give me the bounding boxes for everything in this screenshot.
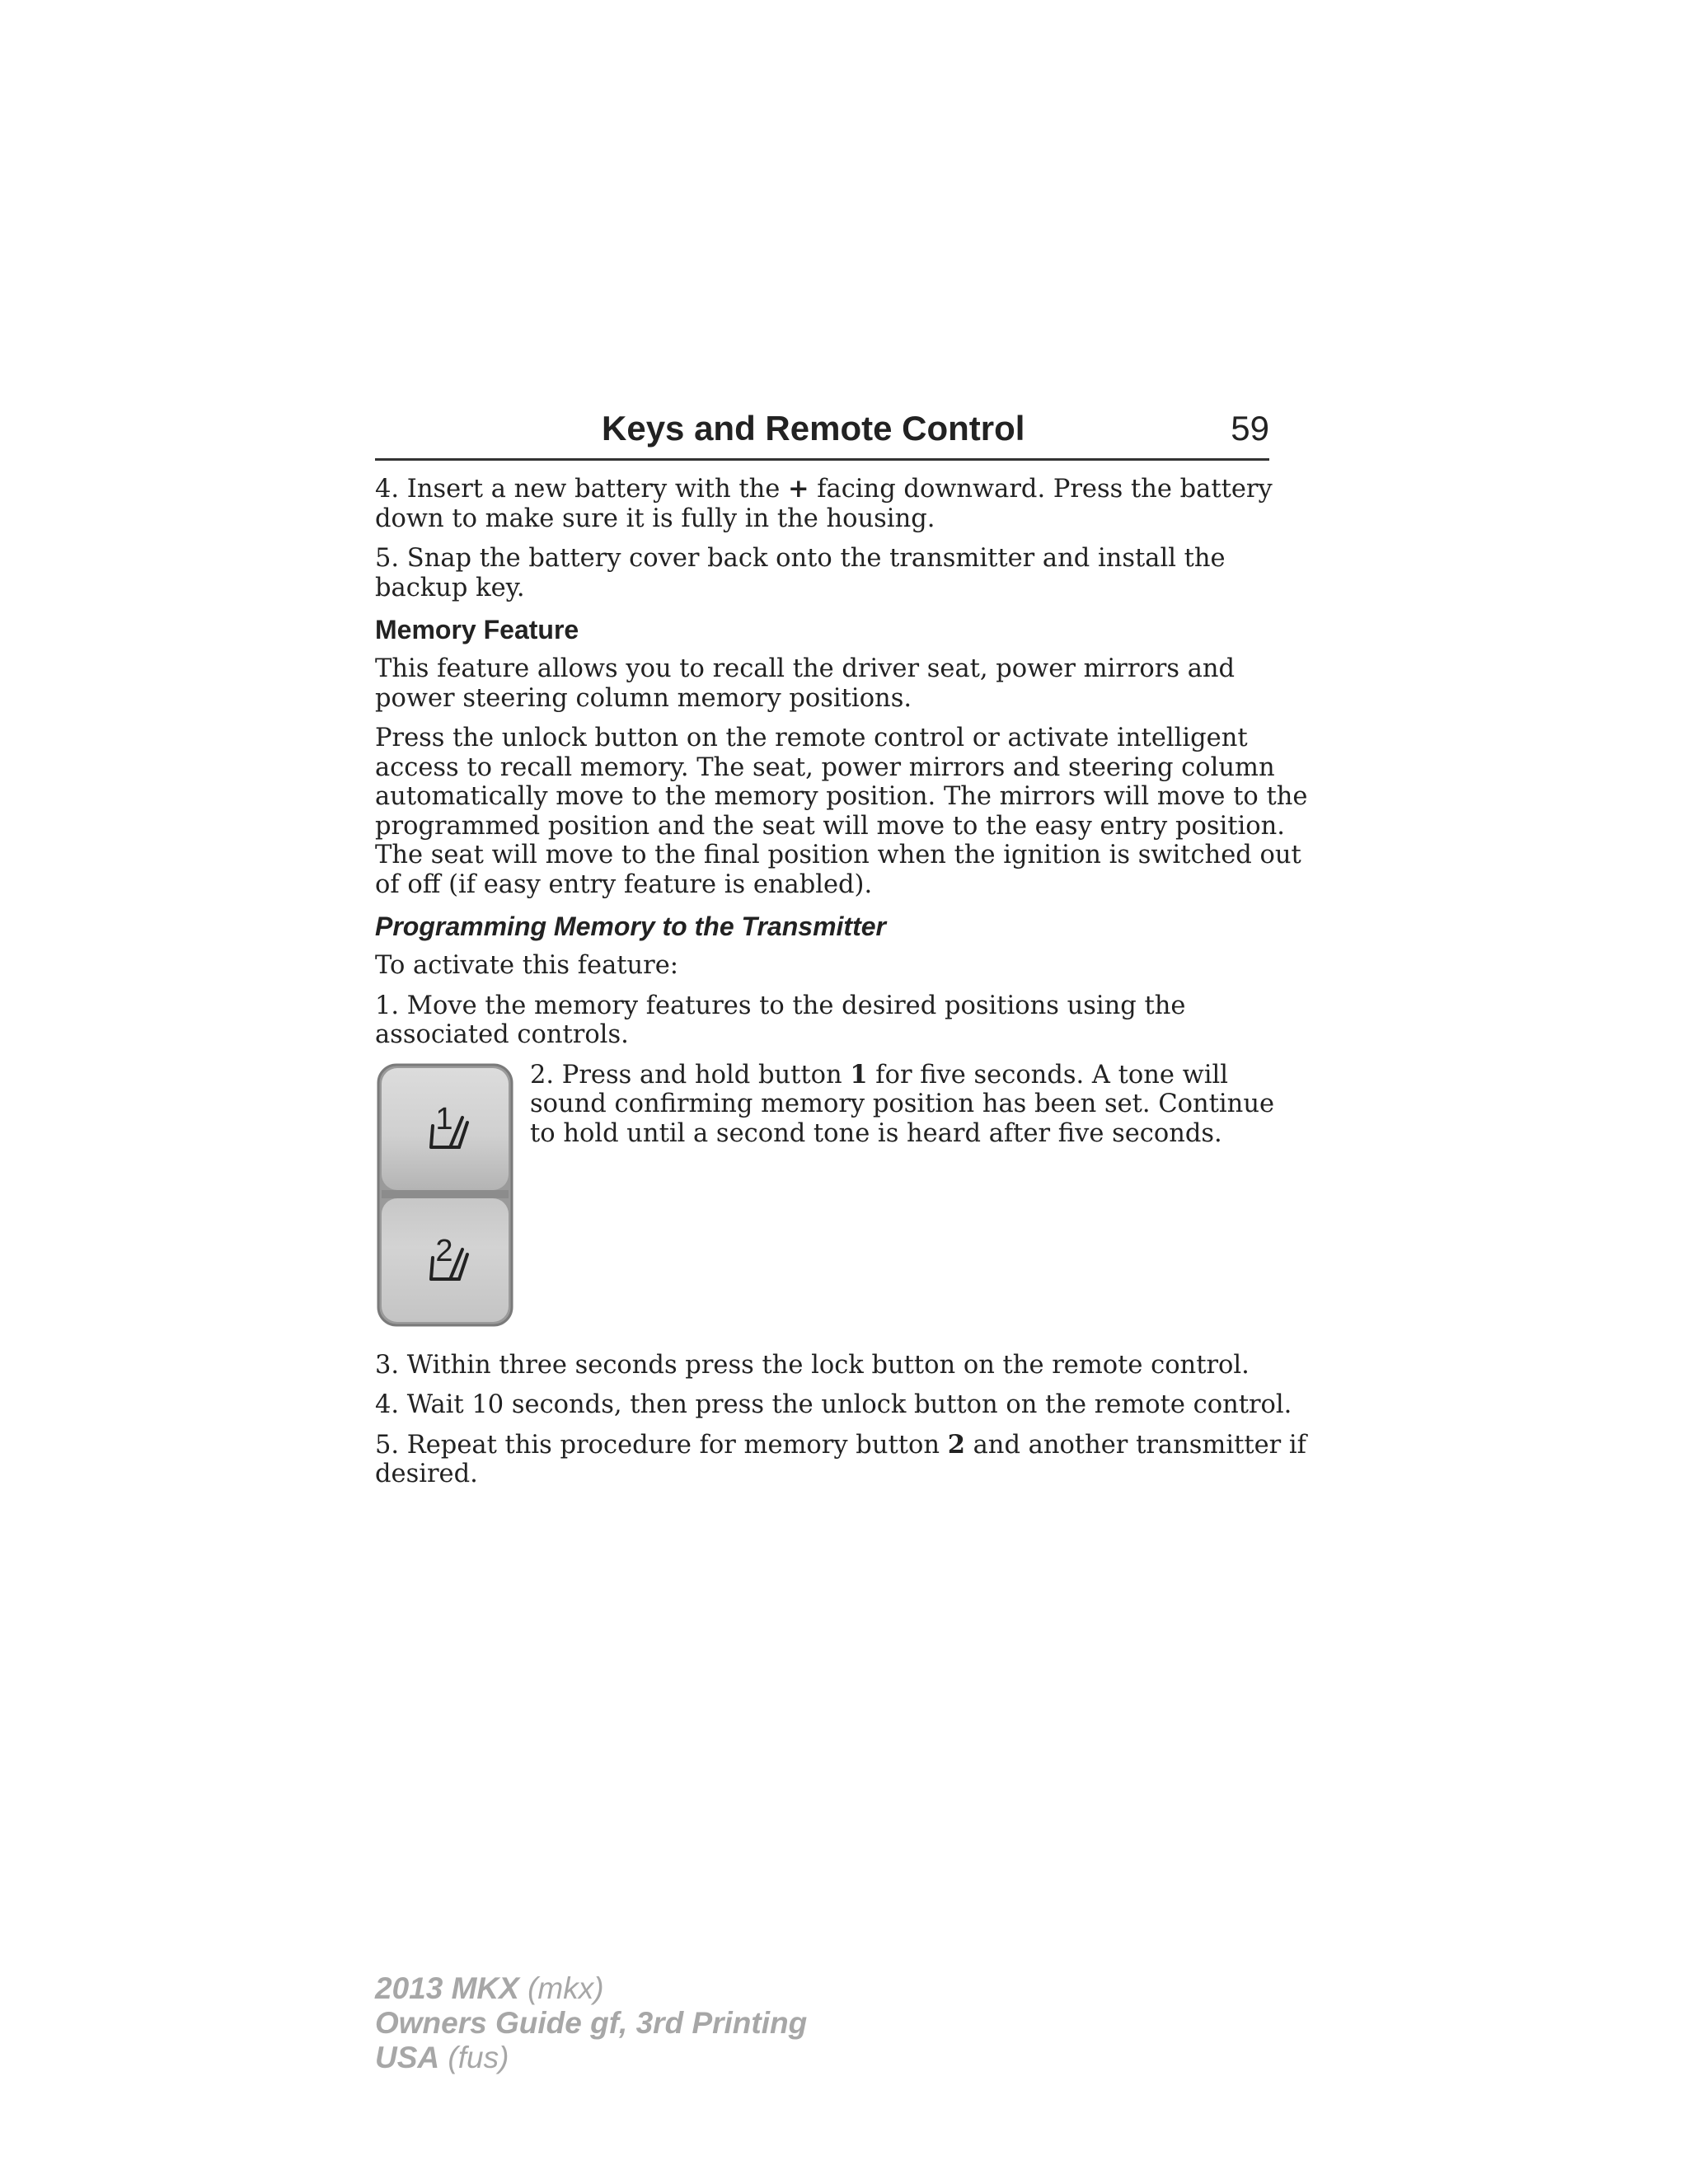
- footer-model-line: 2013 MKX (mkx): [375, 1971, 604, 2005]
- step-4-insert-battery: 4. Insert a new battery with the + facing downward. Press the battery down to make sure it is fully in the housing.: [375, 474, 1273, 533]
- memory-button-1: [382, 1068, 509, 1190]
- section-heading-memory-feature: Memory Feature: [375, 615, 579, 644]
- memory-button-2: [382, 1198, 509, 1322]
- document-footer: [375, 1971, 807, 2075]
- memory-feature-paragraph-1: This feature allows you to recall the driver seat, power mirrors and power steering column memory positions.: [375, 654, 1236, 713]
- programming-step-5: 5. Repeat this procedure for memory button 2 and another transmitter if desired.: [375, 1429, 1306, 1488]
- footer-region-line: USA (fus): [375, 2041, 509, 2074]
- memory-button-1-label: 1: [435, 1101, 453, 1137]
- memory-buttons-illustration: [377, 1063, 513, 1327]
- programming-intro: To activate this feature:: [375, 951, 679, 980]
- programming-step-4: 4. Wait 10 seconds, then press the unlock button on the remote control.: [375, 1390, 1292, 1419]
- page-content: [375, 474, 1308, 1500]
- programming-step-3: 3. Within three seconds press the lock button on the remote control.: [375, 1350, 1250, 1380]
- subsection-heading-programming: Programming Memory to the Transmitter: [375, 912, 886, 941]
- page-number: 59: [1231, 409, 1269, 448]
- footer-guide-line: Owners Guide gf, 3rd Printing: [375, 2006, 808, 2040]
- programming-step-2-row: [375, 1059, 1275, 1333]
- programming-step-2: 2. Press and hold button 1 for five seconds. A tone will sound confirming memory position has been set. Continue to hold until a second tone is heard after five seconds.: [530, 1059, 1275, 1148]
- programming-step-1: 1. Move the memory features to the desired positions using the associated controls.: [375, 991, 1186, 1049]
- page-header: [375, 405, 1269, 461]
- memory-button-2-label: 2: [435, 1233, 453, 1268]
- page-title: Keys and Remote Control: [602, 409, 1025, 448]
- memory-feature-paragraph-2: Press the unlock button on the remote control or activate intelligent access to recall memory. The seat, power mirrors and steering column automatically move to the memory position. The mirrors will move to the programmed position and the seat will move to the easy entry position. The seat will move to the final position when the ignition is switched out of off (if easy entry feature is enabled).: [375, 724, 1308, 899]
- step-5-snap-cover: 5. Snap the battery cover back onto the transmitter and install the backup key.: [375, 544, 1226, 602]
